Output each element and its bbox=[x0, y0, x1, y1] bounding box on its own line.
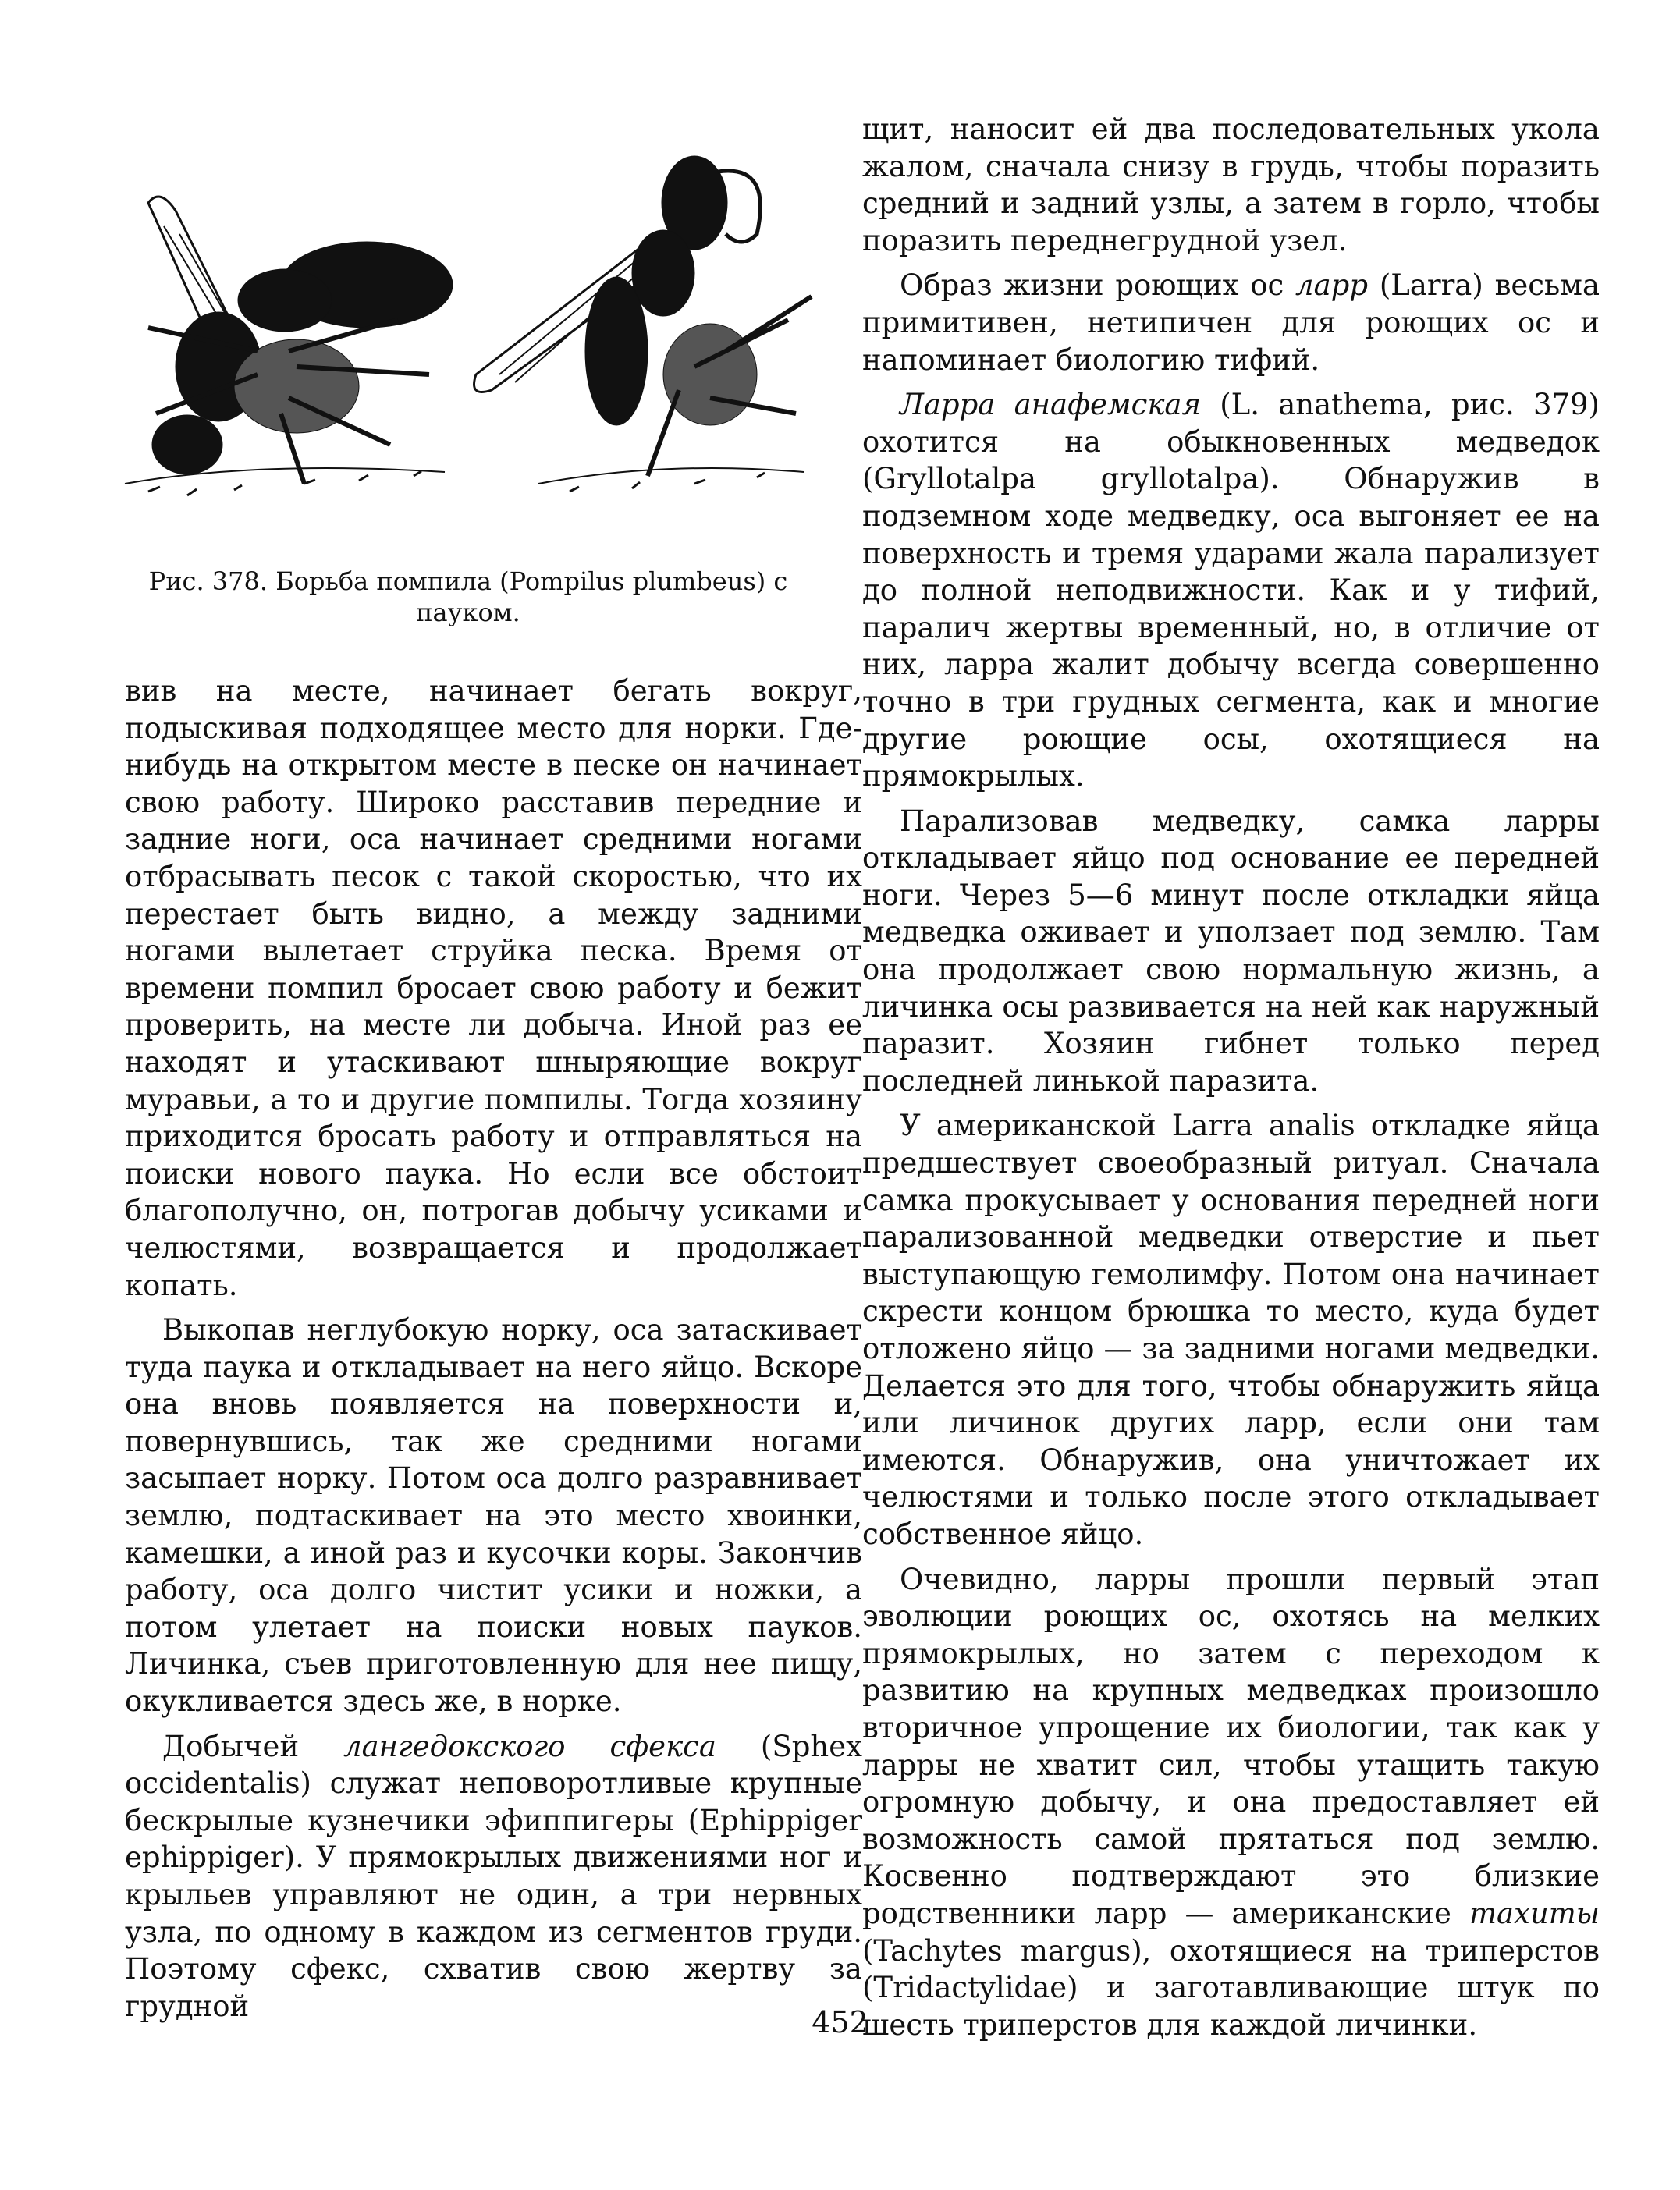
right-column bbox=[862, 111, 1600, 2051]
paragraph: Выкопав неглубокую норку, оса затаскивает туда паука и откладывает на него яйцо. Вскоре она вновь появляется на поверхности и, повернувшись, так же средними ногами засыпает норку. Потом оса долго разравнивает землю, подтаскивает на это место хвоинки, камешки, а иной раз и кусочки коры. Закончив работу, оса долго чистит усики и ножки, а потом улетает на поиски новых пауков. Личинка, съев приготовленную для нее пищу, окукливается здесь же, в норке. bbox=[125, 1313, 862, 1719]
page-number: 452 bbox=[812, 2005, 868, 2039]
left-wasp-drawing bbox=[125, 197, 453, 495]
figure-wasp-spider bbox=[101, 117, 835, 554]
paragraph: Добычей лангедокского сфекса (Sphex occidentalis) служат неповоротливые крупные бескрылые кузнечики эфиппигеры (Ephippiger ephippiger). У прямокрылых движениями ног и крыльев управляют не один, а три нервных узла, по одному в каждом из сегментов груди. Поэтому сфекс, схватив свою жертву за грудной bbox=[125, 1729, 862, 2023]
right-wasp-drawing bbox=[474, 156, 812, 492]
paragraph: вив на месте, начинает бегать вокруг, подыскивая подходящее место для норки. Где-нибудь на открытом месте в песке он начинает свою работу. Широко расставив передние и задние ноги, оса начинает средними ногами отбрасывать песок с такой скоростью, что их перестает быть видно, а между задними ногами вылетает струйка песка. Время от времени помпил бросает свою работу и бежит проверить, на месте ли добыча. Иной раз ее находят и утаскивают шныряющие вокруг муравьи, а то и другие помпилы. Тогда хозяину приходится бросать работу и отправляться на поиски нового паука. Но если все обстоит благополучно, он, потрогав добычу усиками и челюстями, возвращается и продолжает копать. bbox=[125, 674, 862, 1302]
paragraph: Парализовав медведку, самка ларры откладывает яйцо под основание ее передней ноги. Через 5—6 минут после откладки яйца медведка оживает и уползает под землю. Там она продолжает свою нормальную жизнь, а личинка осы развивается на ней как наружный паразит. Хозяин гибнет только перед последней линькой паразита. bbox=[862, 804, 1600, 1098]
left-column bbox=[125, 673, 862, 2032]
paragraph: щит, наносит ей два последовательных укола жалом, сначала снизу в грудь, чтобы поразить средний и задний узлы, а затем в горло, чтобы поразить переднегрудной узел. bbox=[862, 112, 1600, 257]
paragraph: Очевидно, ларры прошли первый этап эволюции роющих ос, охотясь на мелких прямокрылых, но затем с переходом к развитию на крупных медведках произошло вторичное упрощение их биологии, так как у ларры не хватит сил, чтобы утащить такую огромную добычу, и она предоставляет ей возможность самой прятаться под землю. Косвенно подтверждают это близкие родственники ларр — американские тахиты (Tachytes margus), охотящиеся на триперстов (Tridactylidae) и заготавливающие штук по шесть триперстов для каждой личинки. bbox=[862, 1562, 1600, 2042]
paragraph: Образ жизни роющих ос ларр (Larra) весьма примитивен, нетипичен для роющих ос и напоминает биологию тифий. bbox=[862, 268, 1600, 377]
paragraph: У американской Larra analis откладке яйца предшествует своеобразный ритуал. Сначала самка прокусывает у основания передней ноги парализованной медведки отверстие и пьет выступающую гемолимфу. Потом она начинает скрести концом брюшка то место, куда будет отложено яйцо — за задними ногами медведки. Делается это для того, чтобы обнаружить яйца или личинок других ларр, если они там имеются. Обнаружив, она уничтожает их челюстями и только после этого откладывает собственное яйцо. bbox=[862, 1109, 1600, 1551]
wasp-spider-illustration bbox=[101, 117, 835, 554]
paragraph: Ларра анафемская (L. anathema, рис. 379) охотится на обыкновенных медведок (Gryllotalpa gryllotalpa). Обнаружив в подземном ходе медведку, оса выгоняет ее на поверхность и тремя ударами жала парализует до полной неподвижности. Как и у тифий, паралич жертвы временный, но, в отличие от них, ларра жалит добычу всегда совершенно точно в три грудных сегмента, как и многие другие роющие осы, охотящиеся на прямокрылых. bbox=[862, 388, 1600, 793]
figure-caption: Рис. 378. Борьба помпила (Pompilus plumbeus) с пауком. bbox=[148, 566, 788, 627]
